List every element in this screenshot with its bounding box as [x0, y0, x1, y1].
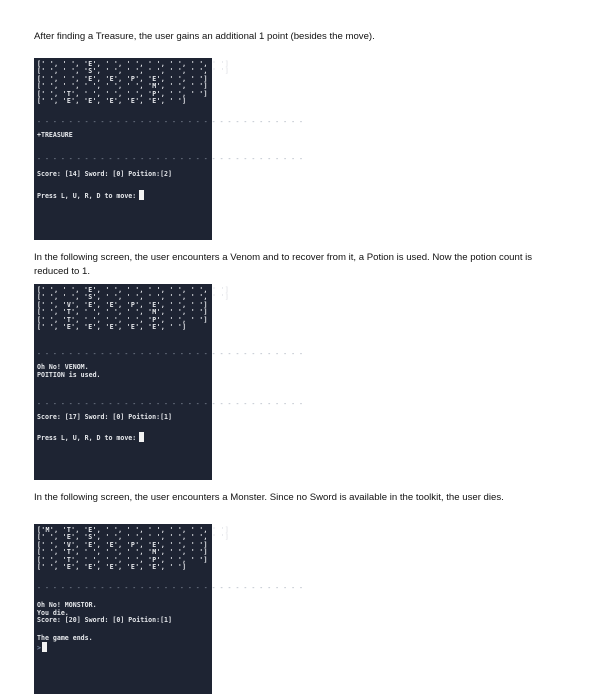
grid-row: [' ', 'E', 'E', 'E', 'E', 'E', ' ']: [37, 323, 187, 332]
grid-row: [' ', ' ', 'E', ' ', ' ', ' ', ' ', ' ', ' ']: [37, 286, 230, 294]
grid-row: [' ', ' ', 'S', ' ', ' ', ' ', ' ', ' ', ' ']: [37, 67, 230, 76]
move-prompt: [37, 432, 209, 442]
score-line: Score: [20] Sword: [0] Poition:[1]: [37, 616, 172, 625]
grid-row: [' ', ' ', ' ', ' ', ' ', 'M', ' ', ' ']: [37, 82, 208, 91]
message-line: Oh No! MONSTOR.: [37, 601, 97, 610]
grid-row: [' ', 'T', ' ', ' ', ' ', 'M', ' ', ' ']: [37, 308, 208, 317]
cursor-block[interactable]: [139, 190, 144, 200]
grid-row: [' ', 'V', 'E', 'E', 'P', 'E', ' ', ' ']: [37, 300, 208, 309]
grid-row: [' ', 'T', ' ', ' ', ' ', 'P', ' ', ' ']: [37, 315, 208, 324]
grid-row: [' ', 'V', 'E', 'E', 'P', 'E', ' ', ' ']: [37, 540, 208, 549]
separator: - - - - - - - - - - - - - - - - - - - - - - - - - - - - - - - - - -: [37, 400, 303, 409]
terminal-screen-treasure: [34, 58, 303, 240]
paragraph-venom: In the following screen, the user encounters a Venom and to recover from it, a Potion is used. Now the potion count is reduced to 1.: [34, 252, 533, 277]
cursor-block[interactable]: [42, 642, 47, 652]
terminal-screen-monster: [34, 524, 303, 694]
message-line: POITION is used.: [37, 370, 101, 379]
grid-row: [' ', 'E', 'S', ' ', ' ', ' ', ' ', ' ', ' ']: [37, 533, 230, 542]
intro-paragraph-treasure: After finding a Treasure, the user gains an additional 1 point (besides the move).: [34, 31, 375, 42]
grid-row: [' ', 'E', 'E', 'E', 'E', 'E', ' ']: [37, 97, 187, 106]
message-line: You die.: [37, 608, 69, 617]
grid-row: [' ', 'T', ' ', ' ', ' ', 'P', ' ', ' ']: [37, 555, 208, 564]
prompt-text: Press L, U, R, D to move:: [37, 433, 137, 442]
grid-row: [' ', 'E', 'E', 'E', 'E', 'E', ' ']: [37, 563, 187, 572]
move-prompt: [37, 190, 209, 200]
separator: - - - - - - - - - - - - - - - - - - - - - - - - - - - - - - - - - -: [37, 350, 303, 359]
separator: - - - - - - - - - - - - - - - - - - - - - - - - - - - - - - - - - -: [37, 584, 303, 593]
separator: - - - - - - - - - - - - - - - - - - - - - - - - - - - - - - - - - -: [37, 118, 303, 127]
message-line: +TREASURE: [37, 131, 73, 140]
grid-row: ['M', 'T', 'E', ' ', ' ', ' ', ' ', ' ', ' ']: [37, 526, 230, 534]
grid-row: [' ', 'T', ' ', ' ', ' ', 'M', ' ', ' ']: [37, 548, 208, 557]
game-end-line: The game ends.: [37, 633, 93, 642]
grid-row: [' ', ' ', 'E', ' ', ' ', ' ', ' ', ' ', ' ']: [37, 60, 230, 68]
caret-icon: >: [37, 644, 41, 653]
grid-row: [' ', 'T', ' ', ' ', ' ', 'P', ' ', ' ']: [37, 89, 208, 98]
grid-row: [' ', ' ', 'E', 'E', 'P', 'E', ' ', ' ']: [37, 74, 208, 83]
prompt-text: Press L, U, R, D to move:: [37, 192, 137, 201]
message-line: Oh No! VENOM.: [37, 363, 89, 372]
terminal-screen-venom: [34, 284, 303, 480]
cursor-block[interactable]: [139, 432, 144, 442]
final-prompt: [37, 642, 209, 652]
paragraph-monster: In the following screen, the user encounters a Monster. Since no Sword is available in the toolkit, the user dies.: [34, 492, 504, 503]
score-line: Score: [14] Sword: [0] Poition:[2]: [37, 169, 172, 178]
score-line: Score: [17] Sword: [0] Poition:[1]: [37, 413, 172, 422]
separator: - - - - - - - - - - - - - - - - - - - - - - - - - - - - - - - - - -: [37, 154, 303, 163]
grid-row: [' ', ' ', 'S', ' ', ' ', ' ', ' ', ' ', ' ']: [37, 293, 230, 302]
